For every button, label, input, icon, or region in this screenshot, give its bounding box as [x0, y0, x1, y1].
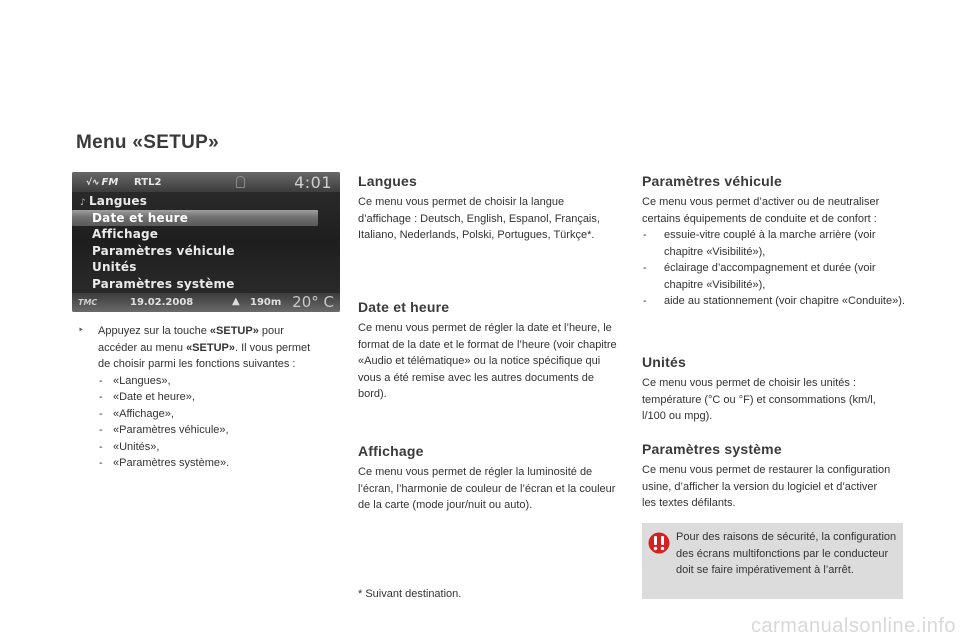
screen-source-label: FM: [101, 177, 119, 188]
pointer-icon: ‣: [78, 325, 84, 336]
vehicle-options-list: [642, 227, 910, 310]
section-title-unites: Unités: [642, 354, 686, 370]
warning-text: Pour des raisons de sécurité, la configuration des écrans multifonctions par le conducteur doit se faire impérativement à l’arrêt.: [676, 531, 897, 576]
screen-info-bar: [72, 293, 340, 312]
screen-menu-item-parametres-vehicule: [72, 243, 340, 260]
intro-text-part: . Il vous permet: [234, 341, 311, 354]
section-text-parametres-systeme: [642, 462, 892, 512]
list-item: - «Paramètres véhicule»,: [98, 422, 338, 439]
screen-menu-item-affichage: [72, 226, 340, 243]
section-text-parametres-vehicule: [642, 194, 910, 310]
section-title-langues: Langues: [358, 173, 417, 189]
intro-text-part: accéder au menu: [98, 341, 187, 354]
radio-wave-icon: √∿: [86, 178, 100, 188]
screen-clock: 4:01: [294, 173, 332, 192]
section-paragraph: Ce menu vous permet de choisir les unités : température (°C ou °F) et consommations (km/l, l/100 ou mpg).: [642, 377, 876, 422]
screen-menu: [72, 193, 340, 292]
intro-function-list: [98, 373, 338, 472]
list-item: - «Date et heure»,: [98, 389, 338, 406]
list-item: - «Paramètres système».: [98, 455, 338, 472]
watermark: carmanualsonline.info: [750, 615, 956, 637]
bell-icon: [236, 176, 245, 188]
section-title-parametres-vehicule: Paramètres véhicule: [642, 173, 782, 189]
safety-warning-box: [642, 523, 903, 599]
section-text-unites: [642, 375, 892, 425]
intro-text: [76, 323, 338, 373]
page-title: Menu «SETUP»: [76, 132, 219, 153]
section-paragraph: Ce menu vous permet d’activer ou de neutraliser certains équipements de conduite et de confort :: [642, 196, 880, 225]
list-item: - essuie-vitre couplé à la marche arrière (voir chapitre «Visibilité»),: [642, 227, 910, 260]
screen-menu-item-langues: [72, 193, 340, 210]
section-title-parametres-systeme: Paramètres système: [642, 441, 782, 457]
section-text-date-heure: [358, 320, 620, 403]
list-item: - aide au stationnement (voir chapitre «Conduite»).: [642, 293, 910, 310]
list-item: - «Unités»,: [98, 439, 338, 456]
list-item: - éclairage d’accompagnement et durée (voir chapitre «Visibilité»),: [642, 260, 910, 293]
section-paragraph: Ce menu vous permet de régler la date et l’heure, le format de la date et le format de l’heure (voir chapitre «Audio et télématique» ou la notice spécifique qui vous a été remise avec les autres documents de bord).: [358, 322, 617, 400]
section-paragraph: Ce menu vous permet de régler la luminosité de l’écran, l’harmonie de couleur de l’écran et la couleur de la carte (mode jour/nuit ou auto).: [358, 466, 616, 511]
screen-menu-item-label: Paramètres système: [92, 276, 235, 291]
section-paragraph: Ce menu vous permet de restaurer la configuration usine, d’afficher la version du logiciel et d’activer les textes défilants.: [642, 464, 891, 509]
warning-exclamation-icon: [648, 532, 670, 554]
section-paragraph: Ce menu vous permet de choisir la langue d’affichage : Deutsch, English, Espanol, Français, Italiano, Nederlands, Polski, Portugues, Türkçe*.: [358, 196, 600, 241]
section-title-affichage: Affichage: [358, 443, 424, 459]
screen-station: RTL2: [134, 177, 162, 188]
screen-date: 19.02.2008: [130, 297, 194, 308]
list-item: - «Affichage»,: [98, 406, 338, 423]
direction-arrow-icon: ▲: [232, 296, 240, 307]
setup-key-label: «SETUP»: [209, 325, 259, 337]
setup-menu-label: «SETUP»: [186, 341, 235, 354]
screen-tmc: TMC: [78, 298, 98, 307]
screen-source: [86, 177, 118, 188]
intro-text-part: Appuyez sur la touche: [98, 325, 210, 337]
section-text-affichage: [358, 464, 626, 514]
screen-menu-item-parametres-systeme: [72, 276, 340, 293]
screen-menu-item-label: Langues: [88, 194, 148, 208]
screen-temperature: 20° C: [292, 293, 334, 311]
list-item: - «Langues»,: [98, 373, 338, 390]
screen-menu-item-label: Paramètres véhicule: [92, 243, 235, 258]
section-title-date-heure: Date et heure: [358, 299, 450, 315]
screen-distance: 190m: [250, 297, 282, 308]
intro-text-part: de choisir parmi les fonctions suivantes :: [98, 358, 296, 370]
screen-menu-item-label: Affichage: [92, 227, 159, 241]
intro-block: [76, 323, 338, 472]
footnote: * Suivant destination.: [358, 588, 462, 600]
screen-menu-item-unites: [72, 259, 340, 276]
display-screen-image: [72, 172, 340, 312]
intro-text-part: pour: [258, 325, 284, 337]
screen-status-bar: [72, 172, 340, 192]
section-text-langues: [358, 194, 608, 244]
music-note-icon: ♪: [80, 198, 86, 208]
screen-menu-item-label: Unités: [92, 260, 137, 274]
screen-menu-item-date-heure: [72, 210, 318, 227]
screen-menu-item-label: Date et heure: [92, 210, 189, 225]
